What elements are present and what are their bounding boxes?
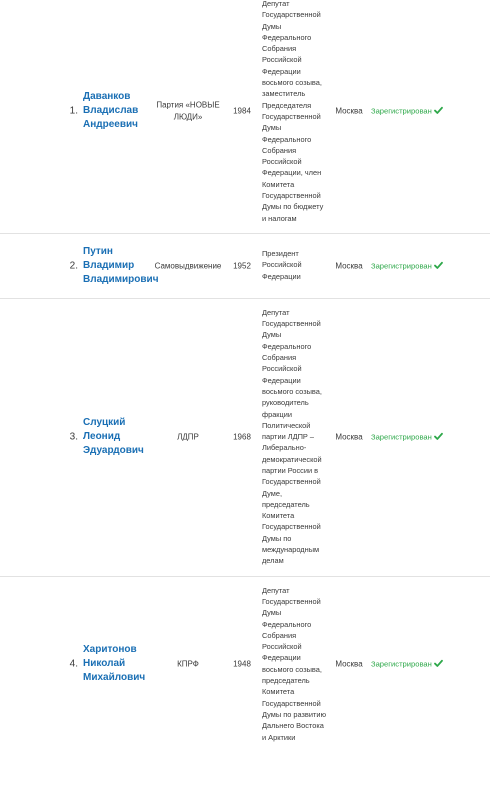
- candidate-name-link[interactable]: Путин Владимир Владимирович: [83, 245, 159, 285]
- status-text: Зарегистрирован: [371, 659, 432, 669]
- row-number: 3.: [69, 431, 78, 443]
- candidate-party: КПРФ: [177, 659, 199, 669]
- candidate-birth-year: 1984: [233, 106, 251, 116]
- checkmark-icon: [434, 261, 443, 269]
- registration-status: [371, 106, 451, 117]
- candidate-name-link[interactable]: Даванков Владислав Андреевич: [83, 91, 139, 131]
- candidate-party: Партия «НОВЫЕ ЛЮДИ»: [156, 101, 220, 122]
- status-text: Зарегистрирован: [371, 261, 432, 271]
- candidate-region: Москва: [335, 261, 363, 271]
- row-number: 4.: [69, 658, 78, 670]
- row-number: 2.: [69, 260, 78, 272]
- registration-status: [371, 260, 451, 271]
- candidate-description: Президент Российской Федерации: [262, 248, 302, 281]
- status-text: Зарегистрирован: [371, 432, 432, 442]
- candidate-description: Депутат Государственной Думы Федерального Собрания Российской Федерации восьмого созыва, заместитель Председателя Государственной Думы Федерального Собрания Российской Федерации, член Комитета Государственной Думы по бюджету и налогам: [262, 0, 324, 223]
- candidate-name-link[interactable]: Харитонов Николай Михайлович: [83, 644, 146, 684]
- registration-status: [371, 659, 451, 670]
- candidate-birth-year: 1948: [233, 659, 251, 669]
- candidate-birth-year: 1952: [233, 261, 251, 271]
- table-row: [0, 0, 490, 234]
- status-text: Зарегистрирован: [371, 106, 432, 116]
- candidate-party: ЛДПР: [177, 432, 199, 442]
- candidate-name-link[interactable]: Слуцкий Леонид Эдуардович: [83, 417, 144, 457]
- candidate-party: Самовыдвижение: [154, 261, 222, 271]
- candidate-region: Москва: [335, 106, 363, 116]
- table-row: [0, 577, 490, 752]
- registration-status: [371, 432, 451, 443]
- candidate-region: Москва: [335, 659, 363, 669]
- candidate-description: Депутат Государственной Думы Федерального Собрания Российской Федерации восьмого созыва, председатель Комитета Государственной Думы по развитию Дальнего Востока и Арктики: [262, 585, 327, 742]
- candidate-birth-year: 1968: [233, 432, 251, 442]
- checkmark-icon: [434, 660, 443, 668]
- checkmark-icon: [434, 433, 443, 441]
- candidate-region: Москва: [335, 432, 363, 442]
- table-row: [0, 234, 490, 299]
- row-number: 1.: [69, 105, 78, 117]
- checkmark-icon: [434, 107, 443, 115]
- candidate-description: Депутат Государственной Думы Федерального Собрания Российской Федерации восьмого созыва, руководитель фракции Политической партии ЛДПР – Либерально-демократической партии России в Государственной Думе, председатель Комитета Государственной Думы по международным делам: [262, 307, 322, 566]
- table-row: [0, 299, 490, 577]
